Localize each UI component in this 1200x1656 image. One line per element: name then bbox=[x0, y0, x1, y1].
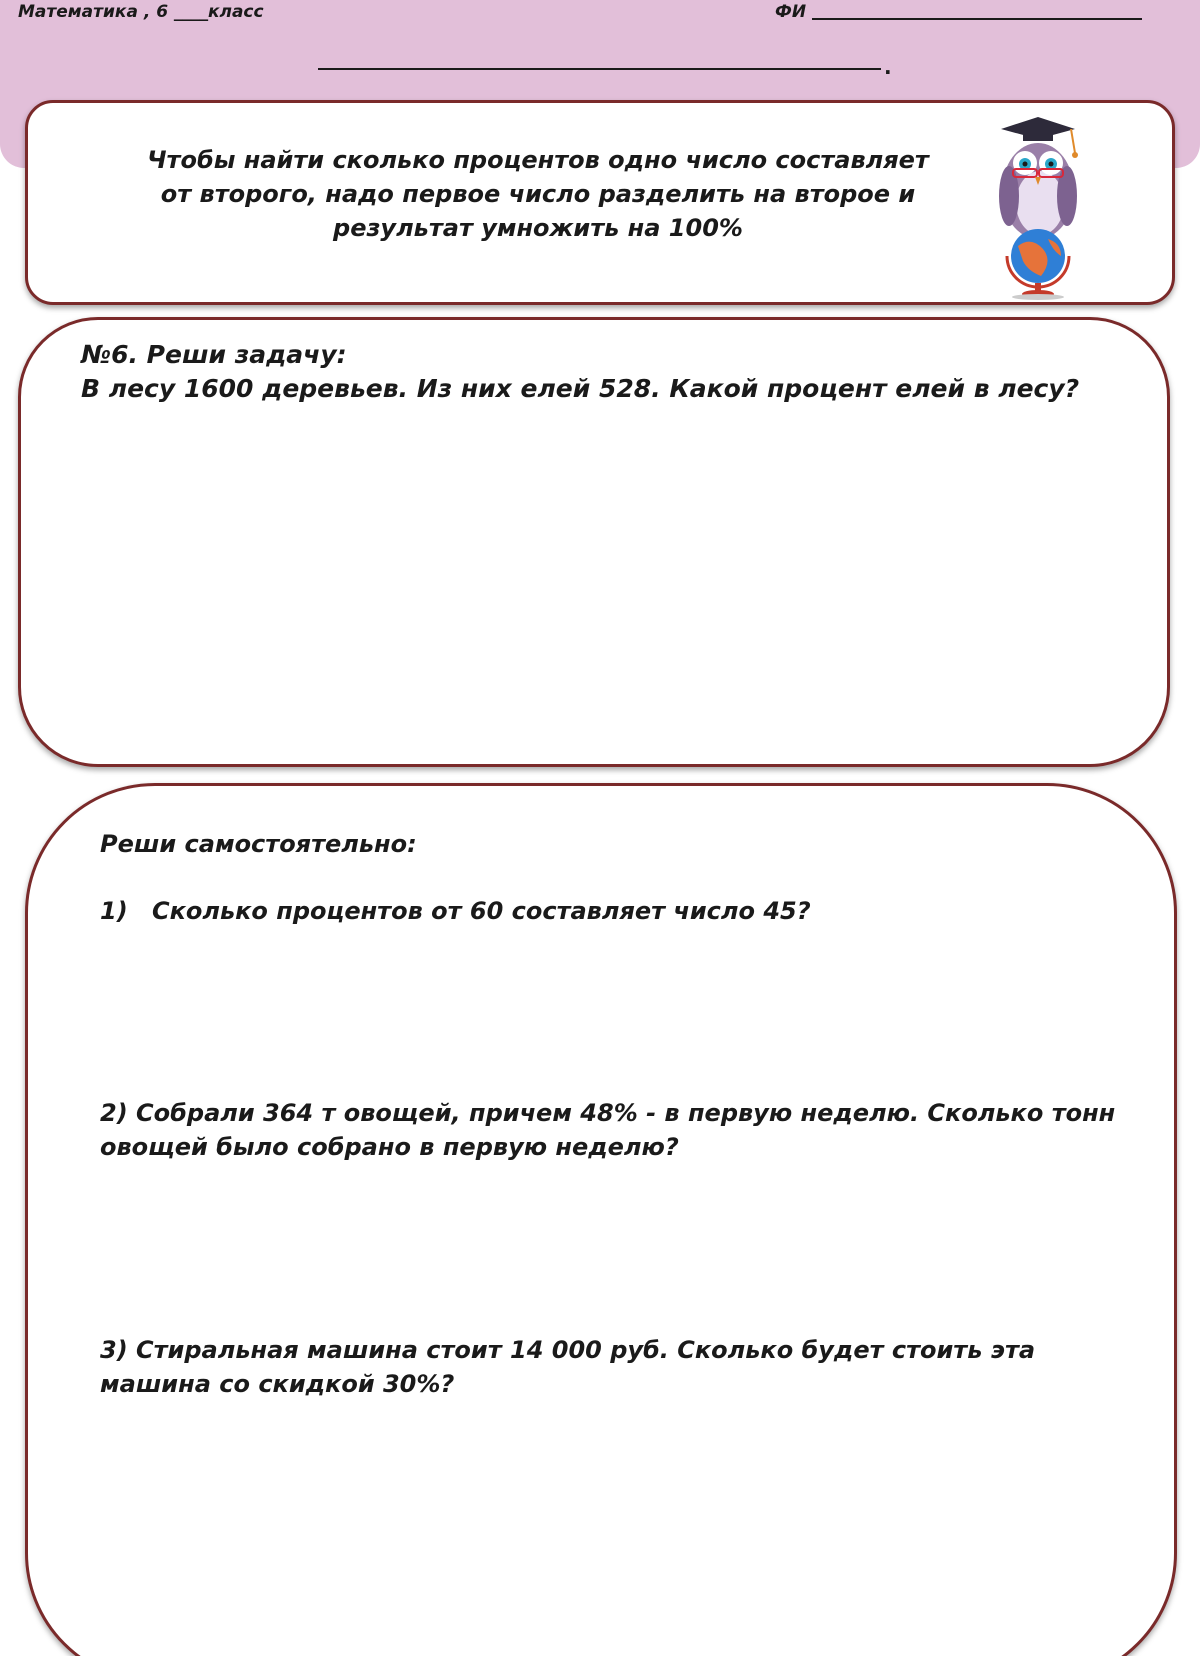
topic-line bbox=[318, 68, 881, 70]
task-6-box bbox=[18, 317, 1170, 767]
question-1-text: Сколько процентов от 60 составляет число 45? bbox=[152, 897, 811, 925]
question-1-number: 1) bbox=[100, 897, 128, 925]
question-2-text: 2) Собрали 364 т овощей, причем 48% - в первую неделю. Сколько тонн овощей было собрано в первую неделю? bbox=[100, 1099, 1116, 1161]
owl-on-globe-icon bbox=[983, 111, 1103, 301]
question-3-text: 3) Стиральная машина стоит 14 000 руб. Сколько будет стоить эта машина со скидкой 30%? bbox=[100, 1336, 1036, 1398]
rule-box bbox=[25, 100, 1175, 305]
self-work-title: Реши самостоятельно: bbox=[100, 830, 417, 858]
task-6-text: В лесу 1600 деревьев. Из них елей 528. Какой процент елей в лесу? bbox=[81, 374, 1080, 403]
student-name-label: ФИ bbox=[775, 2, 807, 22]
self-work-box bbox=[25, 783, 1177, 1656]
question-1 bbox=[100, 894, 1130, 928]
task-6-title: №6. Реши задачу: bbox=[81, 340, 347, 369]
topic-line-dot: . bbox=[884, 55, 892, 79]
student-name-line bbox=[812, 18, 1142, 20]
rule-text: Чтобы найти сколько процентов одно число составляет от второго, надо первое число разделить на второе и результат умножить на 100% bbox=[147, 146, 929, 242]
subject-grade-label: Математика , 6 ____класс bbox=[18, 2, 264, 22]
